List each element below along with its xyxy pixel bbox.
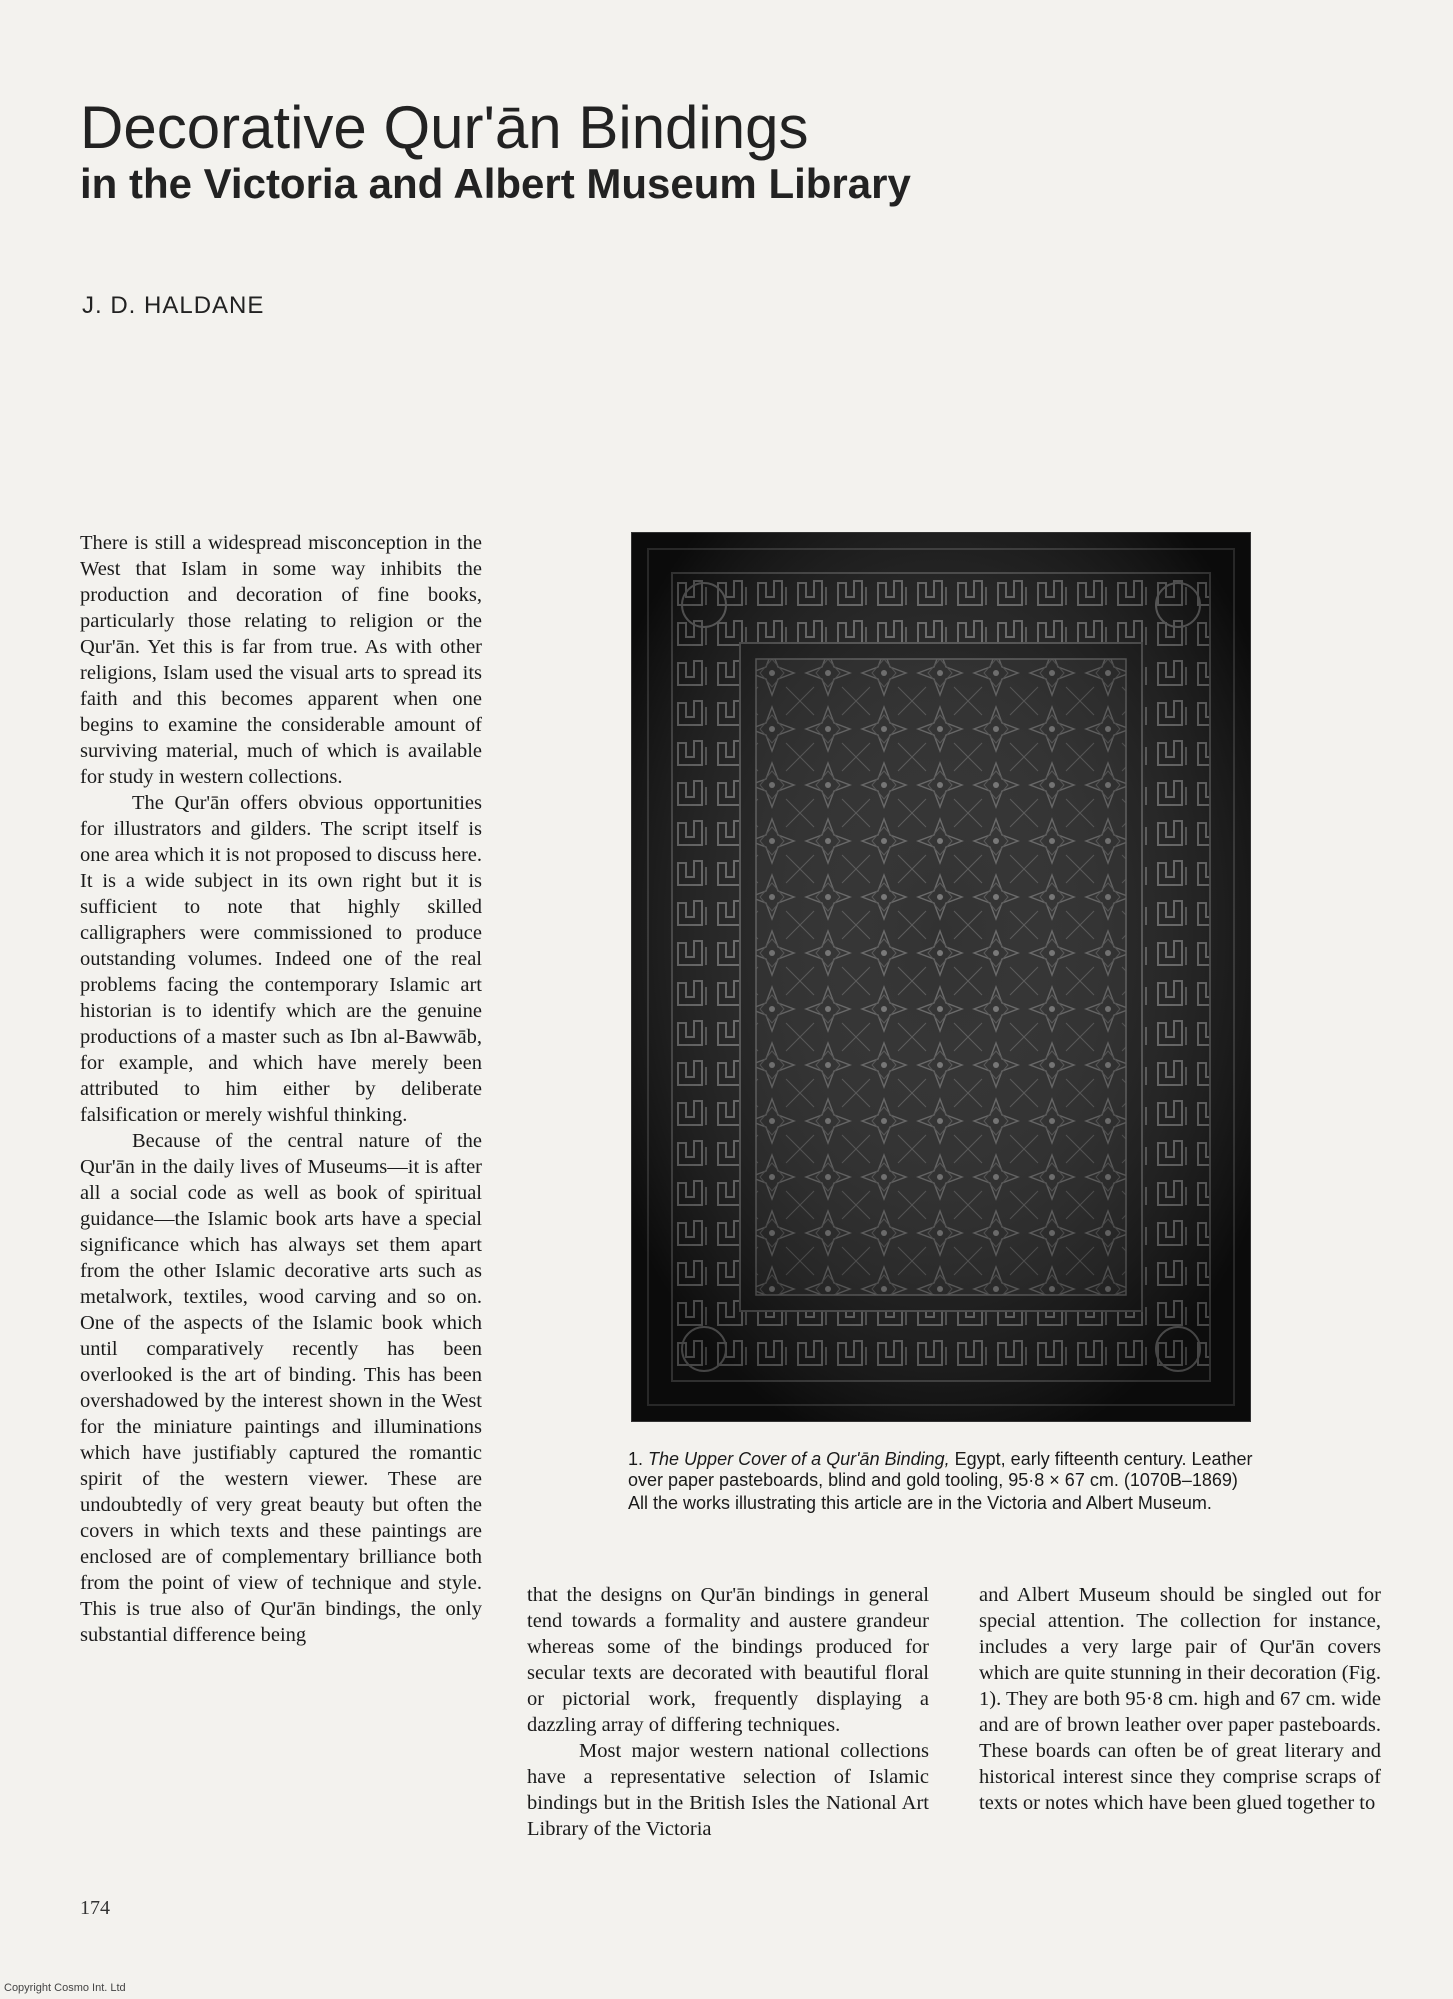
paragraph: and Albert Museum should be singled out for special attention. The collection for instance, includes a very large pair of Qur'ān covers which are quite stunning in their decoration (Fig. 1). They are both 95·8 cm. high and 67 cm. wide and are of brown leather over paper pasteboards. These boards can often be of great literary and historical interest since they comprise scraps of texts or notes which have been glued together to — [979, 1584, 1381, 1814]
paragraph: that the designs on Qur'ān bindings in general tend towards a formality and austere grandeur whereas some of the bindings produced for secular texts are decorated with beautiful floral or pictorial work, frequently displaying a dazzling array of differing techniques. — [527, 1584, 929, 1736]
paragraph: Most major western national collections have a representative selection of Islamic bindings but in the British Isles the National Art Library of the Victoria — [527, 1740, 929, 1840]
article-subtitle: in the Victoria and Albert Museum Library — [80, 160, 911, 207]
paragraph: There is still a widespread misconception in the West that Islam in some way inhibits the production and decoration of fine books, particularly those relating to religion or the Qur'ān. Yet this is far from true. As with other religions, Islam used the visual arts to spread its faith and this becomes apparent when one begins to examine the considerable amount of surviving material, much of which is available for study in western collections. — [80, 532, 482, 788]
paragraph: The Qur'ān offers obvious opportunities for illustrators and gilders. The script itself is one area which it is not proposed to discuss here. It is a wide subject in its own right but it is sufficient to note that highly skilled calligraphers were commissioned to produce outstanding volumes. Indeed one of the real problems facing the contemporary Islamic art historian is to identify which are the genuine productions of a master such as Ibn al-Bawwāb, for example, and which have merely been attributed to him either by deliberate falsification or merely wishful thinking. — [80, 792, 482, 1126]
copyright-watermark: Copyright Cosmo Int. Ltd — [4, 1982, 126, 1994]
paragraph: Because of the central nature of the Qur'ān in the daily lives of Museums—it is after all a social code as well as book of spiritual guidance—the Islamic book arts have a special significance which has always set them apart from the other Islamic decorative arts such as metalwork, textiles, wood carving and so on. One of the aspects of the Islamic book which until comparatively recently has been overlooked is the art of binding. This has been overshadowed by the interest shown in the West for the miniature paintings and illuminations which have justifiably captured the romantic spirit of the western viewer. These are undoubtedly of very great beauty but often the covers in which texts and these paintings are enclosed are of complementary brilliance both from the point of view of technique and style. This is true also of Qur'ān bindings, the only substantial difference being — [80, 1130, 482, 1646]
binding-photograph — [632, 533, 1250, 1421]
figure-caption — [628, 1449, 1268, 1514]
figure-number: 1. — [628, 1449, 644, 1469]
article-title: Decorative Qur'ān Bindings — [80, 94, 809, 161]
body-column-2 — [527, 1582, 929, 1842]
figure-title: The Upper Cover of a Qur'ān Binding, — [648, 1449, 950, 1469]
body-column-1 — [80, 530, 482, 1648]
body-column-3 — [979, 1582, 1381, 1816]
figure-note: All the works illustrating this article are in the Victoria and Albert Museum. — [628, 1493, 1212, 1513]
author-name: J. D. HALDANE — [82, 292, 265, 319]
page-number: 174 — [80, 1897, 110, 1919]
figure-details: Egypt, early fifteenth century. Leather over paper pasteboards, blind and gold tooling, 95·8 × 67 cm. (1070B–1869) — [628, 1449, 1253, 1490]
